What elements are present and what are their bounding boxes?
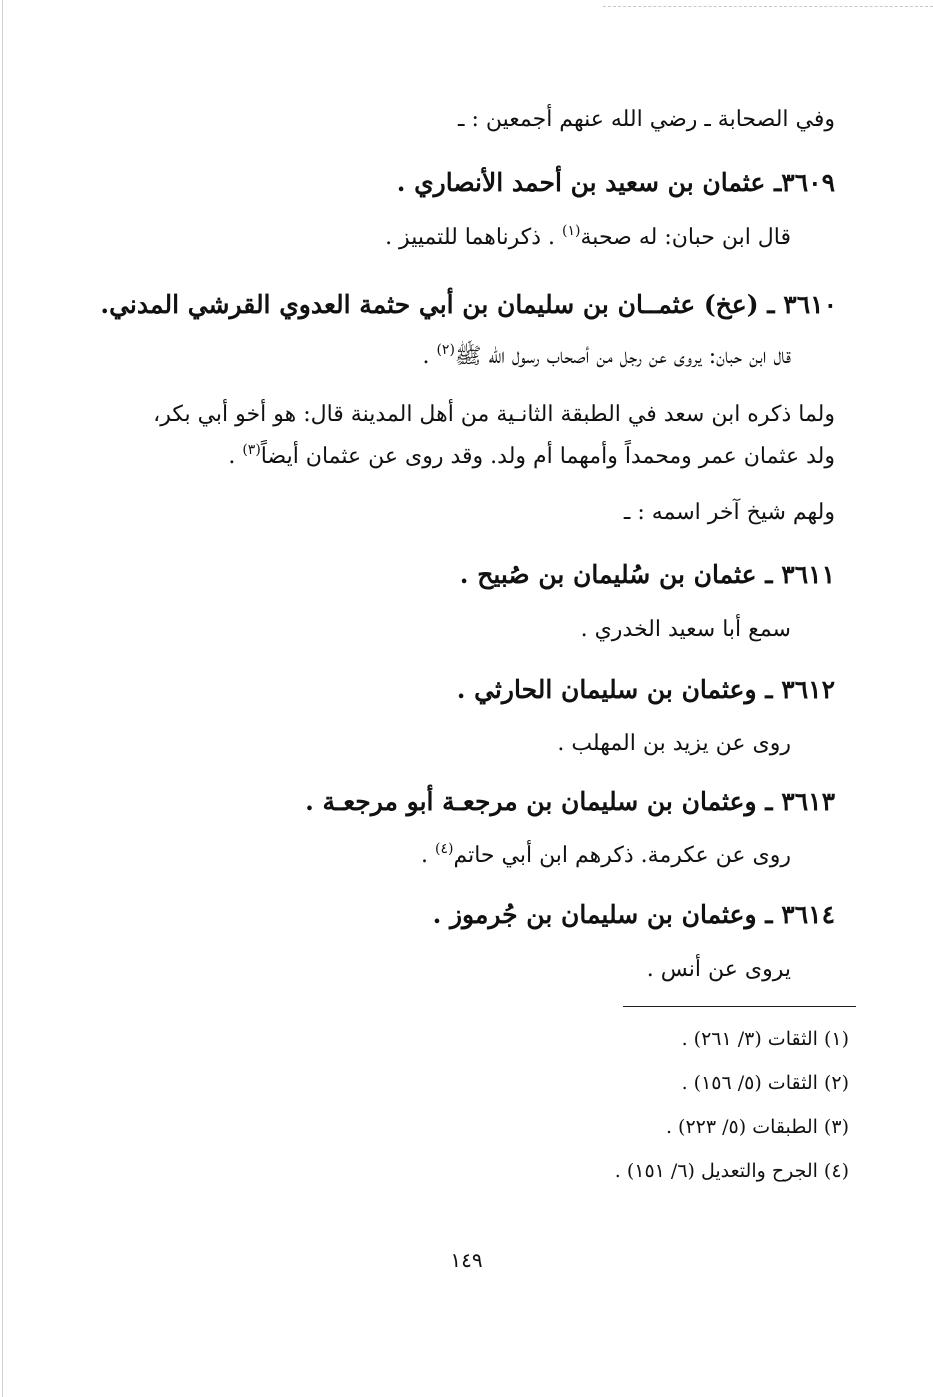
entry-3613-heading: ٣٦١٣ ـ وعثمان بن سليمان بن مرجعـة أبو مرجعـة . xyxy=(305,787,835,816)
page-number: ١٤٩ xyxy=(450,1248,483,1272)
intro-line: وفي الصحابة ـ رضي الله عنهم أجمعين : ـ xyxy=(458,107,835,132)
footnote-ref: (٣) xyxy=(242,442,261,458)
entry-3613-text: روى عن عكرمة. ذكرهم ابن أبي حاتم$^{(٤)}$ . xyxy=(420,841,791,868)
entry-3610-text: قال ابن حبان: يروى عن رجل من أصحاب رسول الله ﷺ$^{(٢)}$ . xyxy=(422,342,791,369)
entry-3609-heading: ٣٦٠٩ـ عثمان بن سعيد بن أحمد الأنصاري . xyxy=(396,168,835,197)
footnote-3: (٣) الطبقات (٥/ ٢٢٣) . xyxy=(665,1116,849,1138)
paragraph-line-2: ولد عثمان عمر ومحمداً وأمهما أم ولد. وقد روى عن عثمان أيضاً$^{(٣)}$ . xyxy=(228,442,835,469)
entry-3612-text: روى عن يزيد بن المهلب . xyxy=(557,731,791,756)
footnote-divider xyxy=(623,1006,856,1007)
footnote-ref: (٢) xyxy=(436,342,455,358)
page-edge-top xyxy=(603,6,933,7)
entry-3610-heading: ٣٦١٠ ـ (عخ) عثمــان بن سليمان بن أبي حثمة العدوي القرشي المدني. xyxy=(100,290,837,319)
footnote-ref: (٤) xyxy=(434,841,454,857)
entry-3614-heading: ٣٦١٤ ـ وعثمان بن سليمان بن جُرموز . xyxy=(432,900,835,929)
footnote-ref: (١) xyxy=(562,223,581,239)
note-line: ولهم شيخ آخر اسمه : ـ xyxy=(623,500,835,525)
page-edge-left xyxy=(2,0,3,1397)
entry-3611-text: سمع أبا سعيد الخدري . xyxy=(580,617,791,642)
footnote-2: (٢) الثقات (٥/ ١٥٦) . xyxy=(681,1072,849,1094)
entry-3614-text: يروى عن أنس . xyxy=(646,957,791,982)
paragraph-line-1: ولما ذكره ابن سعد في الطبقة الثانـية من أهل المدينة قال: هو أخو أبي بكر، xyxy=(153,402,835,427)
footnote-4: (٤) الجرح والتعديل (٦/ ١٥١) . xyxy=(614,1160,849,1182)
entry-3612-heading: ٣٦١٢ ـ وعثمان بن سليمان الحارثي . xyxy=(456,675,835,704)
entry-3609-text: قال ابن حبان: له صحبة$^{(١)}$ . ذكرناهما للتمييز . xyxy=(385,223,791,250)
entry-3611-heading: ٣٦١١ ـ عثمان بن سُليمان بن صُبيح . xyxy=(459,560,835,589)
footnote-1: (١) الثقات (٣/ ٢٦١) . xyxy=(681,1028,849,1050)
